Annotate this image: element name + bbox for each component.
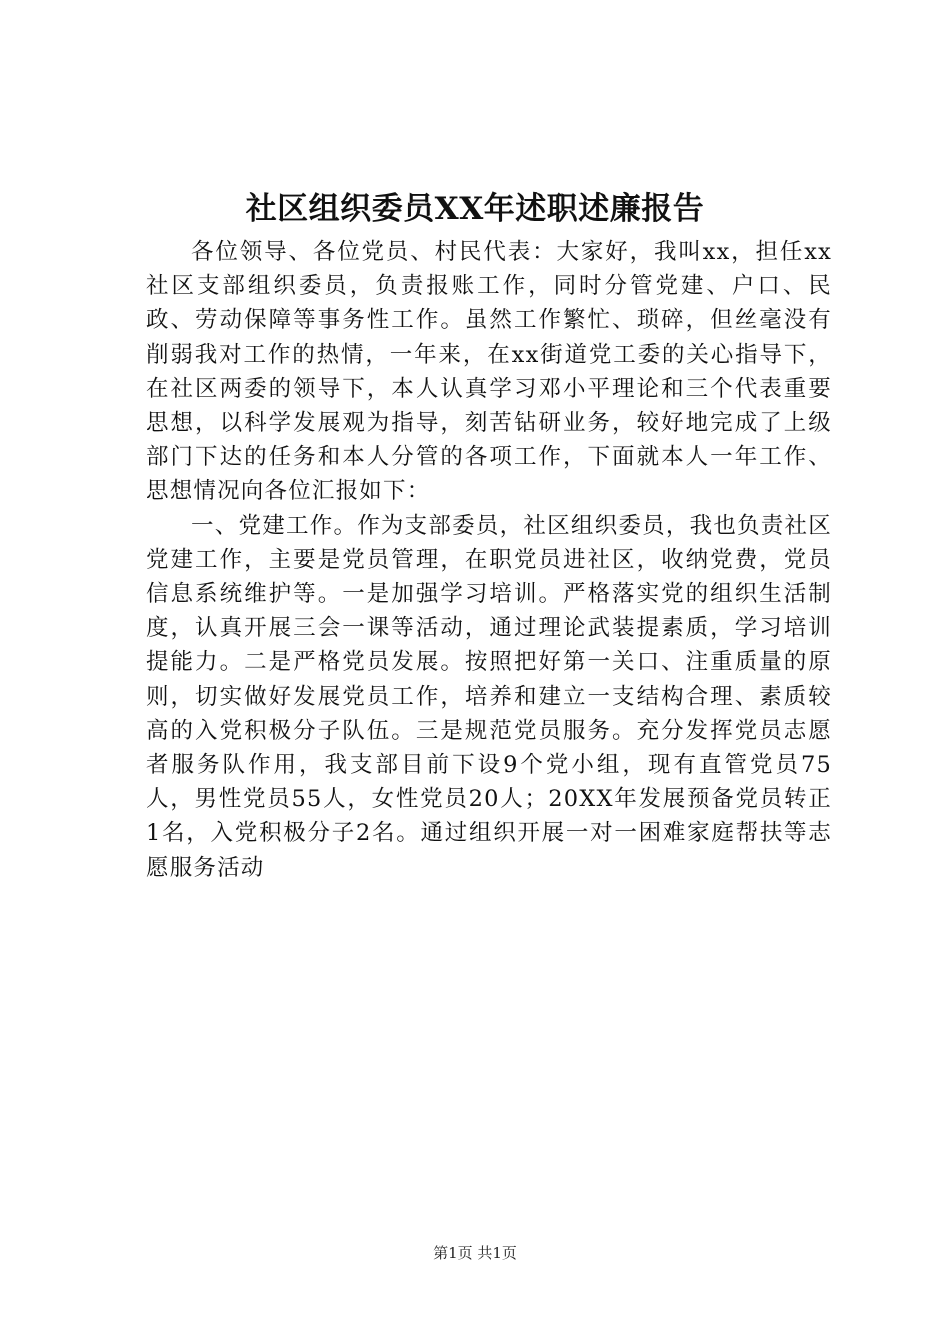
document-body xyxy=(146,235,832,885)
page-footer: 第1页 共1页 xyxy=(433,1244,517,1262)
paragraph-intro: 各位领导、各位党员、村民代表：大家好，我叫xx，担任xx社区支部组织委员，负责报账工作，同时分管党建、户口、民政、劳动保障等事务性工作。虽然工作繁忙、琐碎，但丝毫没有削弱我对工作的热情，一年来，在xx街道党工委的关心指导下，在社区两委的领导下，本人认真学习邓小平理论和三个代表重要思想，以科学发展观为指导，刻苦钻研业务，较好地完成了上级部门下达的任务和本人分管的各项工作，下面就本人一年工作、思想情况向各位汇报如下： xyxy=(146,239,832,505)
paragraph-party-building: 一、党建工作。作为支部委员，社区组织委员，我也负责社区党建工作，主要是党员管理，在职党员进社区，收纳党费，党员信息系统维护等。一是加强学习培训。严格落实党的组织生活制度，认真开展三会一课等活动，通过理论武装提素质，学习培训提能力。二是严格党员发展。按照把好第一关口、注重质量的原则，切实做好发展党员工作，培养和建立一支结构合理、素质较高的入党积极分子队伍。三是规范党员服务。充分发挥党员志愿者服务队作用，我支部目前下设9个党小组，现有直管党员75人，男性党员55人，女性党员20人；20XX年发展预备党员转正1名，入党积极分子2名。通过组织开展一对一困难家庭帮扶等志愿服务活动 xyxy=(146,512,832,881)
document-title: 社区组织委员XX年述职述廉报告 xyxy=(245,191,705,227)
